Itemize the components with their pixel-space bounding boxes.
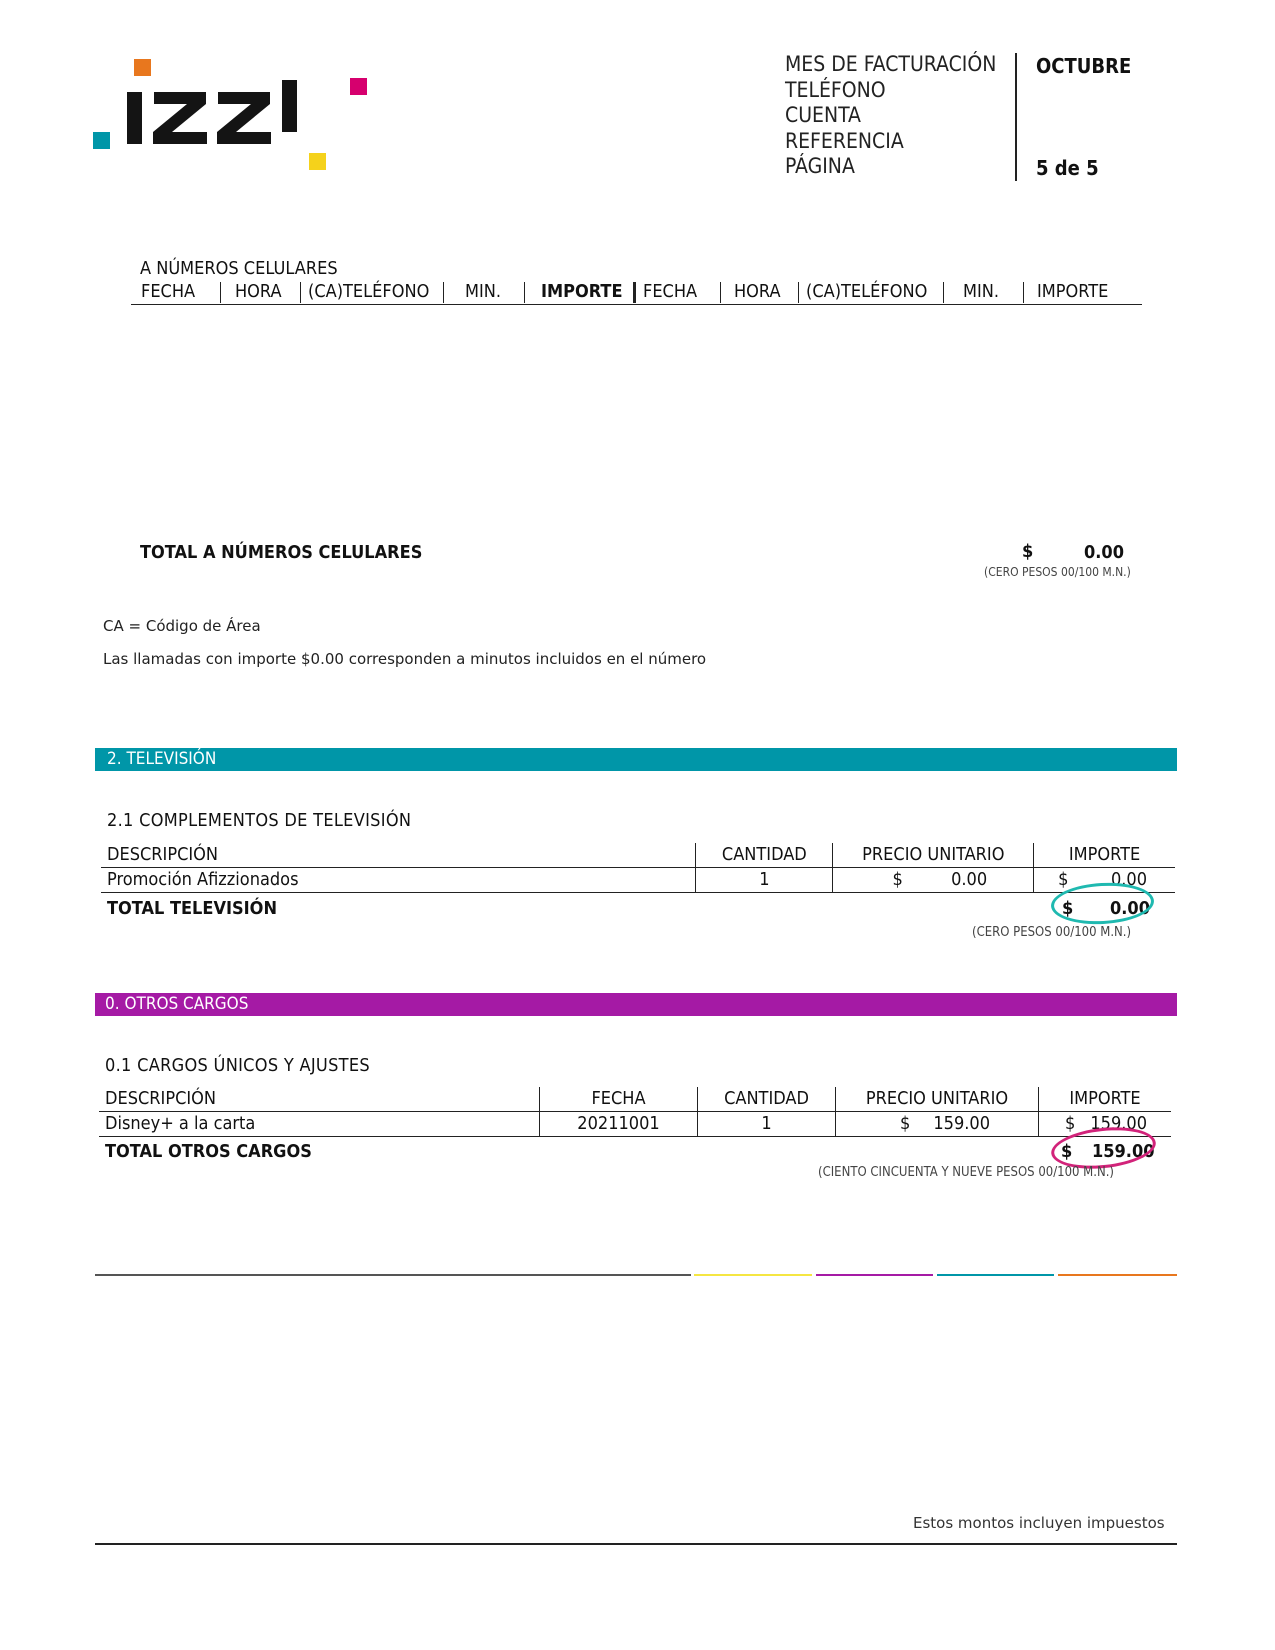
billing-month: OCTUBRE <box>1036 54 1132 78</box>
footer-bottom-rule <box>95 1543 1177 1545</box>
billing-header-labels <box>785 52 996 180</box>
celulares-header-row <box>131 280 1142 305</box>
cell-descripcion: Promoción Afizzionados <box>101 868 696 893</box>
col-hora-2: HORA <box>734 281 781 302</box>
col-min: MIN. <box>465 281 501 302</box>
television-total-amount: 0.00 <box>1110 898 1150 919</box>
th-precio: PRECIO UNITARIO <box>836 1087 1039 1112</box>
cell-cantidad: 1 <box>698 1112 836 1137</box>
precio-value: 0.00 <box>951 869 988 890</box>
otros-total-symbol: $ <box>1061 1141 1073 1162</box>
celulares-total-symbol: $ <box>1022 541 1034 562</box>
th-descripcion: DESCRIPCIÓN <box>101 843 696 868</box>
importe-value: 0.00 <box>1110 869 1147 890</box>
col-divider <box>524 282 525 303</box>
th-cantidad: CANTIDAD <box>696 843 833 868</box>
television-subtitle: 2.1 COMPLEMENTOS DE TELEVISIÓN <box>107 810 412 831</box>
col-divider <box>943 282 944 303</box>
footer-line-purple <box>816 1274 933 1276</box>
col-importe: IMPORTE <box>541 281 623 302</box>
footer-line-yellow <box>694 1274 812 1276</box>
col-divider <box>443 282 444 303</box>
celulares-total-amount: 0.00 <box>1084 542 1124 563</box>
th-fecha: FECHA <box>540 1087 698 1112</box>
th-descripcion: DESCRIPCIÓN <box>99 1087 540 1112</box>
cell-fecha: 20211001 <box>540 1112 698 1137</box>
label-cuenta: CUENTA <box>785 103 861 127</box>
col-min-2: MIN. <box>963 281 999 302</box>
celulares-total-label: TOTAL A NÚMEROS CELULARES <box>140 542 423 563</box>
th-cantidad: CANTIDAD <box>698 1087 836 1112</box>
cell-cantidad: 1 <box>696 868 833 893</box>
otros-total-words: (CIENTO CINCUENTA Y NUEVE PESOS 00/100 M.N.) <box>818 1165 1114 1180</box>
celulares-title: A NÚMEROS CELULARES <box>140 258 338 279</box>
precio-value: 159.00 <box>933 1113 990 1134</box>
col-telefono-2: (CA)TELÉFONO <box>806 281 928 302</box>
otros-total-label: TOTAL OTROS CARGOS <box>105 1141 312 1162</box>
television-total-label: TOTAL TELEVISIÓN <box>107 898 277 919</box>
col-divider <box>300 282 301 303</box>
col-divider <box>220 282 221 303</box>
note-llamadas: Las llamadas con importe $0.00 corresponden a minutos incluidos en el número <box>103 650 707 668</box>
otros-table <box>99 1087 1171 1137</box>
label-pagina: PÁGINA <box>785 154 855 178</box>
col-telefono: (CA)TELÉFONO <box>308 281 430 302</box>
otros-total-amount: 159.00 <box>1092 1141 1155 1162</box>
cell-precio <box>833 868 1034 893</box>
cell-descripcion: Disney+ a la carta <box>99 1112 540 1137</box>
celulares-total-words: (CERO PESOS 00/100 M.N.) <box>984 565 1131 579</box>
importe-symbol: $ <box>1065 1113 1076 1134</box>
th-importe: IMPORTE <box>1034 843 1175 868</box>
col-divider <box>720 282 721 303</box>
header-divider <box>1015 53 1017 181</box>
otros-subtitle: 0.1 CARGOS ÚNICOS Y AJUSTES <box>105 1055 370 1076</box>
col-divider <box>633 282 636 303</box>
col-fecha: FECHA <box>141 281 196 302</box>
col-hora: HORA <box>235 281 282 302</box>
page-number: 5 de 5 <box>1036 156 1099 180</box>
importe-symbol: $ <box>1058 869 1069 890</box>
section-band-otros-cargos: 0. OTROS CARGOS <box>95 993 1177 1016</box>
section-band-television: 2. TELEVISIÓN <box>95 748 1177 771</box>
footer-line-orange <box>1058 1274 1177 1276</box>
television-total-symbol: $ <box>1062 898 1074 919</box>
label-referencia: REFERENCIA <box>785 128 904 153</box>
television-total-words: (CERO PESOS 00/100 M.N.) <box>972 925 1132 940</box>
table-row <box>99 1112 1171 1137</box>
label-mes-facturacion: MES DE FACTURACIÓN <box>785 52 997 76</box>
logo-wordmark <box>88 52 368 172</box>
table-header-row <box>101 843 1175 868</box>
table-row <box>101 868 1175 893</box>
th-precio: PRECIO UNITARIO <box>833 843 1034 868</box>
th-importe: IMPORTE <box>1039 1087 1172 1112</box>
note-ca: CA = Código de Área <box>103 617 261 635</box>
izzi-logo <box>88 52 368 172</box>
table-header-row <box>99 1087 1171 1112</box>
cell-precio <box>836 1112 1039 1137</box>
col-divider <box>798 282 799 303</box>
col-fecha-2: FECHA <box>643 281 698 302</box>
col-divider <box>1023 282 1024 303</box>
footer-tax-note: Estos montos incluyen impuestos <box>913 1514 1165 1532</box>
footer-line-gray <box>95 1274 691 1276</box>
col-importe-2: IMPORTE <box>1037 281 1109 302</box>
precio-symbol: $ <box>900 1113 911 1134</box>
television-table <box>101 843 1175 893</box>
precio-symbol: $ <box>892 869 903 890</box>
label-telefono: TELÉFONO <box>785 77 886 102</box>
importe-value: 159.00 <box>1090 1113 1147 1134</box>
footer-line-teal <box>937 1274 1054 1276</box>
